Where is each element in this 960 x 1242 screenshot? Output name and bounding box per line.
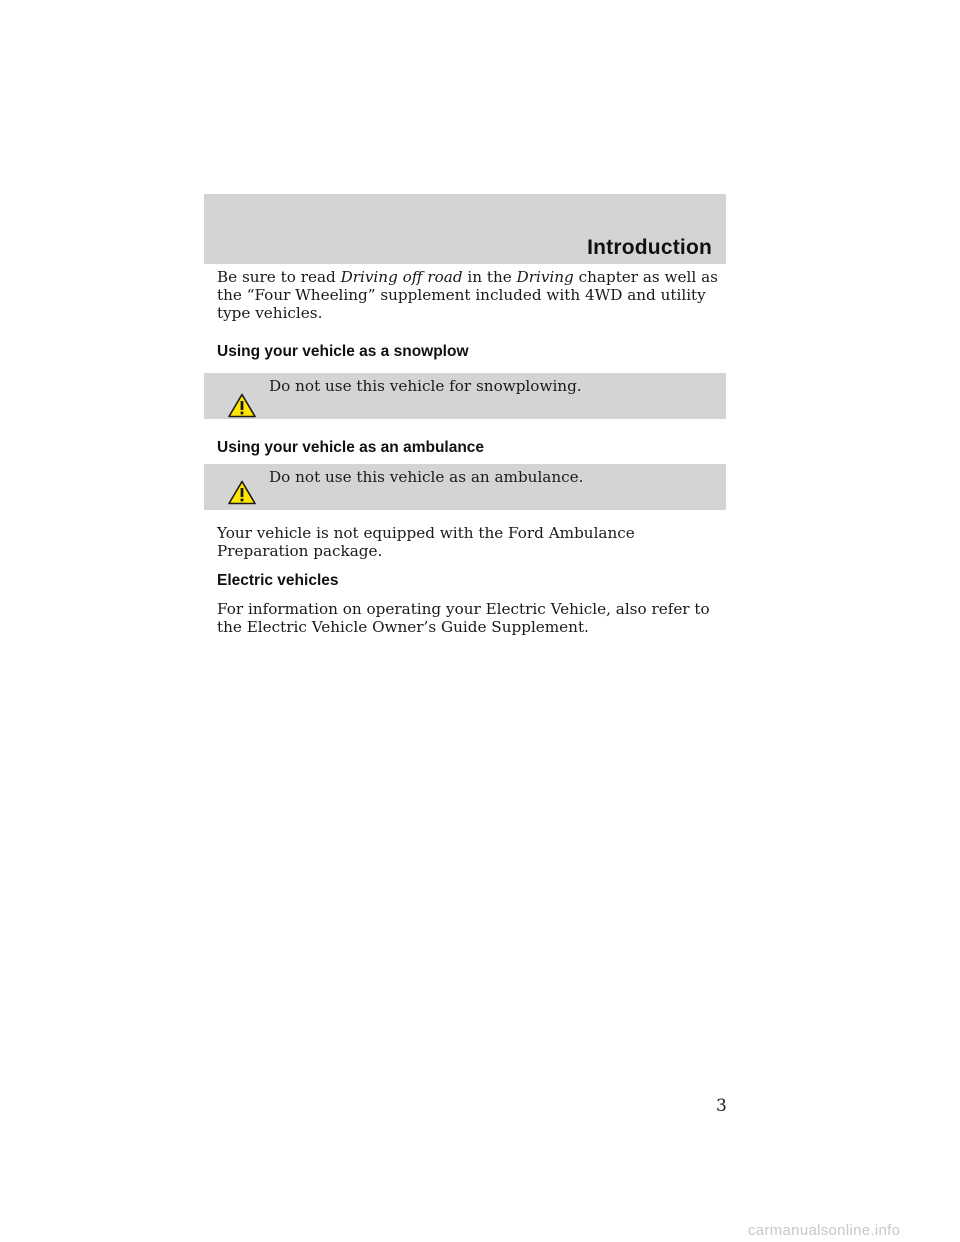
intro-link-driving: Driving	[516, 268, 574, 286]
intro-text-2: in the	[462, 268, 517, 286]
heading-snowplow: Using your vehicle as a snowplow	[217, 343, 469, 360]
watermark: carmanualsonline.info	[748, 1222, 901, 1239]
electric-body: For information on operating your Electric Vehicle, also refer to the Electric Vehicle Owner’s Guide Supplement.	[217, 600, 710, 636]
page-content	[217, 268, 726, 636]
warning-box-snowplow	[204, 373, 726, 419]
section-title: Introduction	[587, 236, 712, 259]
section-header-band	[204, 194, 726, 264]
intro-text-3: chapter as well as the “Four Wheeling” supplement included with 4WD and utility type vehicles.	[217, 268, 718, 322]
page-number: 3	[716, 1096, 727, 1116]
intro-link-driving-off-road: Driving off road	[340, 268, 463, 286]
heading-electric-vehicles: Electric vehicles	[217, 572, 339, 589]
intro-text-1: Be sure to read	[217, 268, 341, 286]
heading-ambulance: Using your vehicle as an ambulance	[217, 439, 485, 456]
warning-text-snowplow: Do not use this vehicle for snowplowing.	[269, 377, 582, 395]
ambulance-body: Your vehicle is not equipped with the Ford Ambulance Preparation package.	[217, 524, 635, 560]
intro-paragraph	[217, 268, 726, 322]
warning-triangle-icon	[228, 480, 256, 505]
warning-text-ambulance: Do not use this vehicle as an ambulance.	[269, 468, 584, 486]
warning-triangle-icon	[228, 393, 256, 418]
warning-box-ambulance	[204, 464, 726, 510]
